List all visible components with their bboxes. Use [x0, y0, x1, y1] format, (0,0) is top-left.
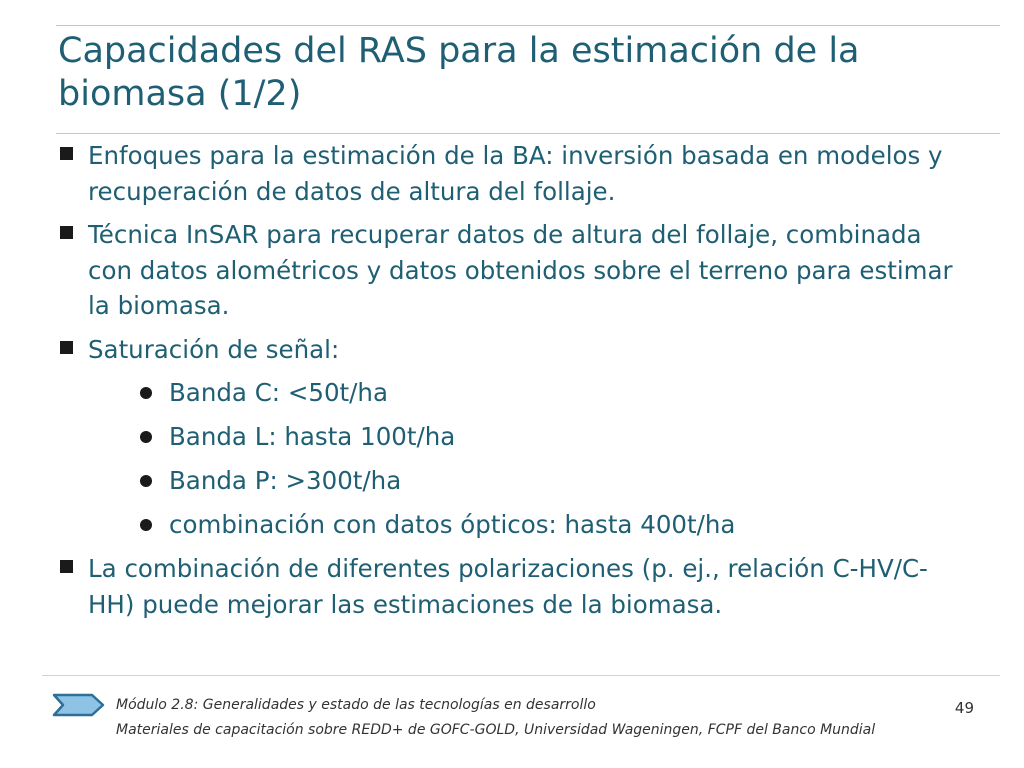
- bullet-item: [58, 138, 958, 209]
- bullet-text: La combinación de diferentes polarizaciones (p. ej., relación C-HV/C-HH) puede mejorar las estimaciones de la biomasa.: [88, 554, 928, 619]
- sub-bullet-item: [58, 463, 958, 499]
- bullet-item: [58, 217, 958, 324]
- bullet-text: Técnica InSAR para recuperar datos de altura del follaje, combinada con datos alométricos y datos obtenidos sobre el terreno para estimar la biomasa.: [88, 220, 953, 320]
- square-bullet-icon: [60, 560, 73, 573]
- square-bullet-icon: [60, 147, 73, 160]
- title-divider: [56, 133, 1000, 134]
- bullet-text: Saturación de señal:: [88, 334, 340, 364]
- sub-bullet-item: [58, 419, 958, 455]
- footer-divider: [42, 675, 1000, 676]
- round-bullet-icon: [140, 519, 152, 531]
- bullet-item: [58, 551, 958, 622]
- round-bullet-icon: [140, 431, 152, 443]
- bullet-text: Enfoques para la estimación de la BA: inversión basada en modelos y recuperación de datos de altura del follaje.: [88, 141, 943, 206]
- chevron-arrow-icon: [52, 692, 106, 718]
- sub-bullet-text: combinación con datos ópticos: hasta 400t/ha: [169, 510, 736, 539]
- round-bullet-icon: [140, 475, 152, 487]
- sub-bullet-text: Banda L: hasta 100t/ha: [169, 422, 456, 451]
- bullet-list: [58, 138, 958, 630]
- sub-bullet-text: Banda P: >300t/ha: [169, 466, 402, 495]
- sub-bullet-item: [58, 507, 958, 543]
- footer-module-text: Módulo 2.8: Generalidades y estado de las tecnologías en desarrollo: [116, 697, 596, 713]
- page-number: 49: [954, 699, 974, 717]
- slide-title: Capacidades del RAS para la estimación de la biomasa (1/2): [58, 31, 860, 114]
- bullet-item: [58, 332, 958, 368]
- square-bullet-icon: [60, 341, 73, 354]
- round-bullet-icon: [140, 387, 152, 399]
- top-divider: [56, 25, 1000, 26]
- sub-bullet-text: Banda C: <50t/ha: [169, 378, 388, 407]
- footer-materials-text: Materiales de capacitación sobre REDD+ de GOFC-GOLD, Universidad Wageningen, FCPF del Banco Mundial: [116, 722, 876, 738]
- sub-bullet-item: [58, 375, 958, 411]
- square-bullet-icon: [60, 226, 73, 239]
